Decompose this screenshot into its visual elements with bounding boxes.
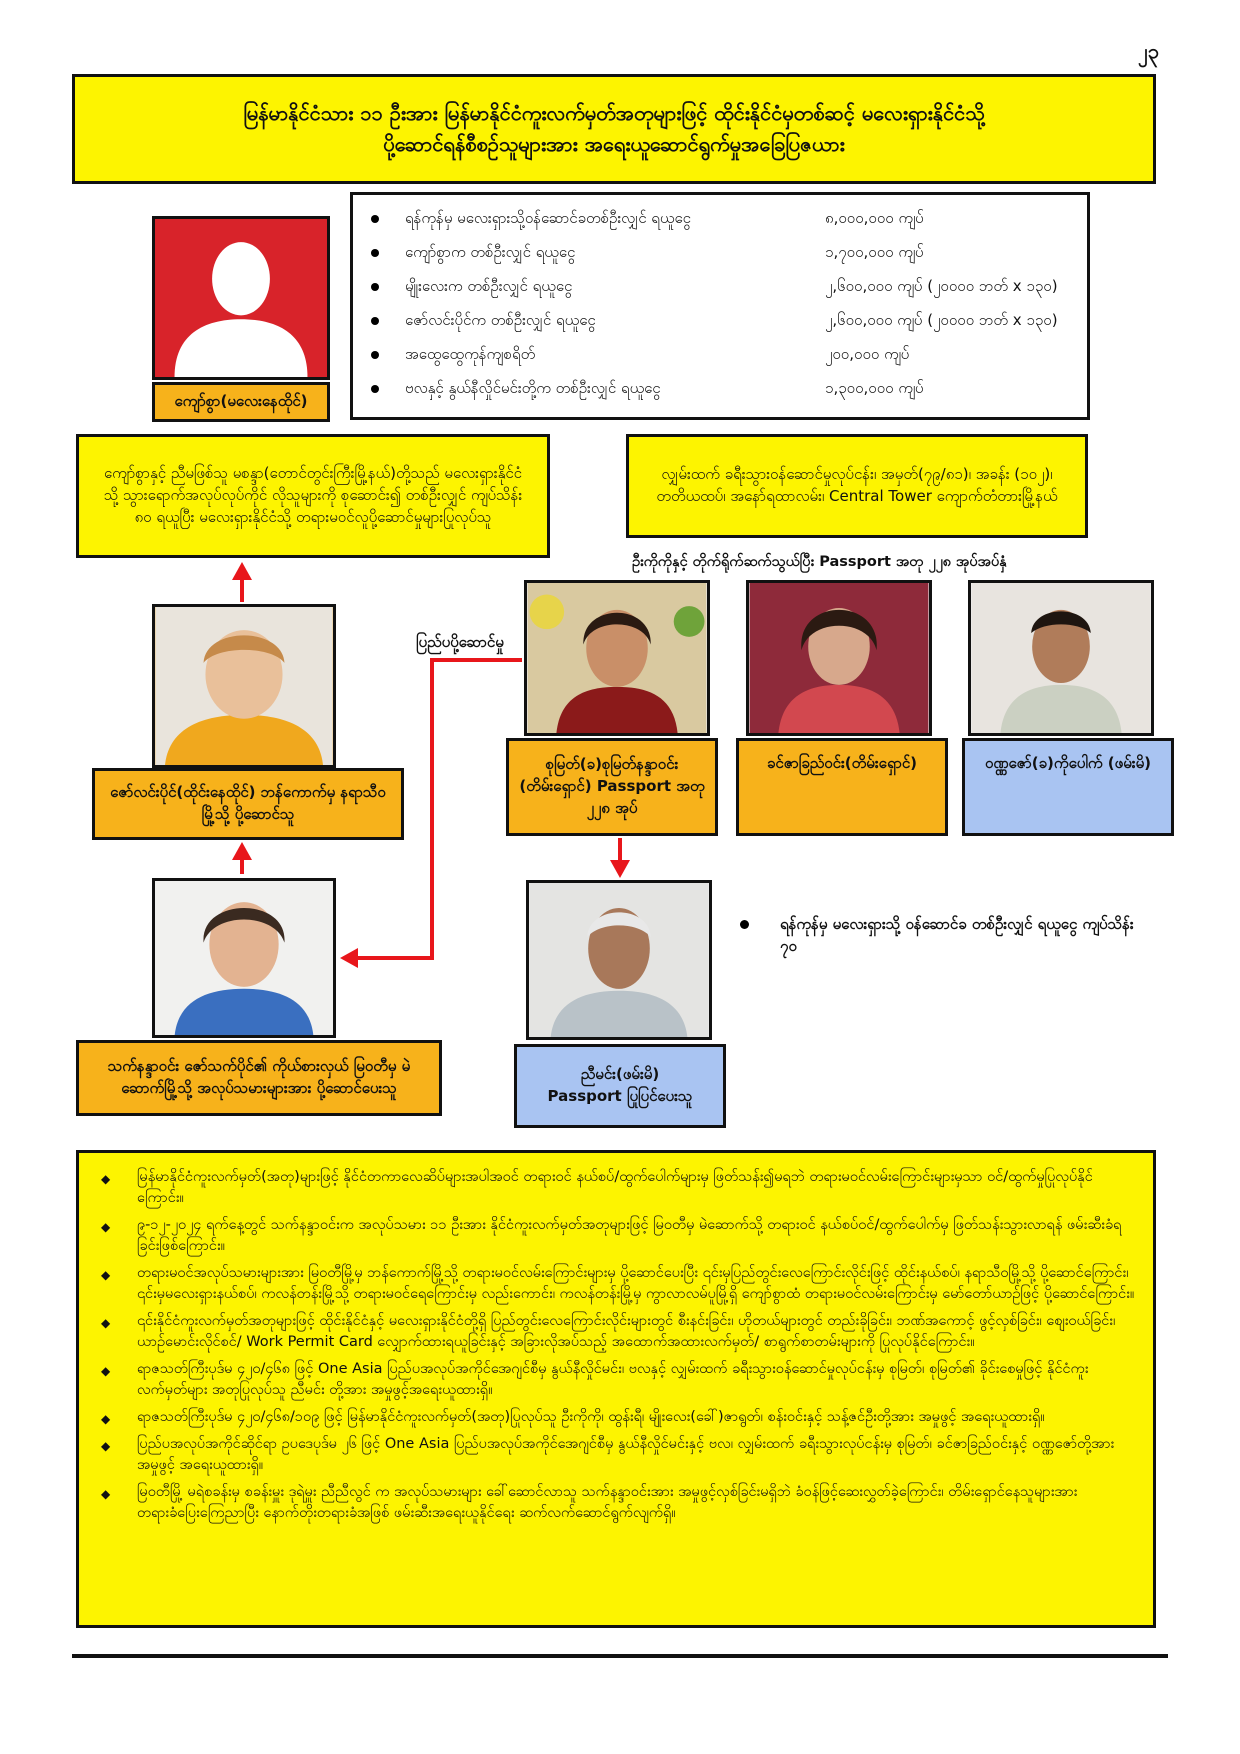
title-box <box>72 74 1156 184</box>
bullet-icon <box>740 920 749 929</box>
person-photo-icon <box>529 883 709 1037</box>
label-wanna: ဝဏ္ဏဇော်(ခ)ကိုပေါက် (ဖမ်းမိ) <box>962 738 1174 836</box>
note-item: ◆ တရားမဝင်အလုပ်သမားများအား မြဝတီမြို့မှ ဘန်ကောက်မြို့သို့ တရားမဝင်လမ်းကြောင်းများမှ ပို့ဆောင်ပေးပြီး ၎င်းမှပြည်တွင်းလေကြောင်းလိုင်းဖြင့် ထိုင်းနယ်စပ်၊ နရာသီဝမြို့သို့ ပို့ဆောင်ကြောင်း၊ ၎င်းမှမလေးရှားနယ်စပ်၊ ကလန်တန်းမြို့သို့ တရားမဝင်ရေကြောင်းမှ လည်းကောင်း၊ ကလန်တန်းမြို့မှ ကွာလာလမ်ပူမြို့ရှိ ကျော်စွာထံ တရားမဝင်လမ်းကြောင်းမှ မော်တော်ယာဉ်ဖြင့် ပို့ဆောင်ကြောင်း။ <box>101 1265 1135 1303</box>
label-thet-nanda: သက်နန္ဒာဝင်း ဇော်သက်ပိုင်၏ ကိုယ်စားလှယ် မြဝတီမှ မဲဆောက်မြို့သို့ အလုပ်သမားများအား ပို့ဆောင်ပေးသူ <box>76 1040 442 1116</box>
label-nyi-min <box>514 1044 726 1128</box>
note-item: ◆ ပြည်ပအလုပ်အကိုင်ဆိုင်ရာ ဥပဒေပုဒ်မ ၂၆ ဖြင့် One Asia ပြည်ပအလုပ်အကိုင်အေဂျင်စီမှ နွယ်နီလှိုင်မင်းနှင့် ဗလ၊ လျှမ်းထက် ခရီးသွားလုပ်ငန်းမှ စုမြတ်၊ ခင်ဇာခြည်ဝင်းနှင့် ဝဏ္ဏဇော်တို့အား အမှုဖွင့် အရေးယူထားရှိ။ <box>101 1436 1115 1474</box>
nyi-min-role: Passport ပြုပြင်ပေးသူ <box>547 1087 693 1105</box>
bottom-rule <box>72 1654 1168 1658</box>
page-number: ၂၃ <box>1138 39 1160 63</box>
label-su-myat: စုမြတ်(ခ)စုမြတ်နန္ဒာဝင်း (တိမ်းရှောင်) Passport အတု ၂၂၈ အုပ် <box>506 738 718 836</box>
bullet-icon <box>371 317 379 325</box>
person-photo-icon <box>155 881 333 1035</box>
money-item: ကျော်စွာက တစ်ဦးလျှင် ရယူငွေ ၁,၇၀၀,၀၀၀ ကျပ် <box>363 243 1077 277</box>
side-note-text: ရန်ကုန်မှ မလေးရှားသို့ ဝန်ဆောင်ခ တစ်ဦးလျှင် ရယူငွေ ကျပ်သိန်း ၇၀ <box>780 915 1134 955</box>
money-item: အထွေထွေကုန်ကျစရိတ် ၂၀၀,၀၀၀ ကျပ် <box>363 345 1077 379</box>
label-kyaw-swa: ကျော်စွာ(မလေးနေထိုင်) <box>152 382 330 422</box>
photo-khin-zar <box>746 580 932 736</box>
notes-list <box>95 1167 1135 1524</box>
note-item: ◆ မြဝတီမြို့ မရဲစခန်းမှ စခန်းမှူး ဒုရဲမှူး ညီညီလွင် က အလုပ်သမားများ ခေါ်ဆောင်လာသူ သက်နန္ဒာဝင်းအား အမှုဖွင့်လှစ်ခြင်းမရှိဘဲ ခံဝန်ဖြင့်ဆေးလွှတ်ခဲ့ကြောင်း၊ တိမ်းရှောင်နေသူများအား တရားခံပြေးကြေညာပြီး နောက်တိုးတရားခံအဖြစ် ဖမ်းဆီးအရေးယူနိုင်ရေး ဆက်လက်ဆောင်ရွက်လျက်ရှိ။ <box>101 1484 1078 1522</box>
bullet-icon <box>371 249 379 257</box>
label-zaw-lin-paing: ဇော်လင်းပိုင်(ထိုင်းနေထိုင်) ဘန်ကောက်မှ နရာသီဝမြို့သို့ ပို့ဆောင်သူ <box>92 768 404 840</box>
note-item: ◆ ရာဇသတ်ကြီးပုဒ်မ ၄၂၀/၄၆၈/၁၀၉ ဖြင့် မြန်မာနိုင်ငံကူးလက်မှတ်(အတု)ပြုလုပ်သူ ဦးကိုကို၊ ထွန်းရီ၊ မျိုးလေး(ခေါ်)ဇာရွတ်၊ စန်းဝင်းနှင့် သန့်ဇင်ဦးတို့အား အမှုဖွင့် အရေးယူထားရှိ။ <box>95 1407 1135 1428</box>
diamond-bullet-icon: ◆ <box>101 1364 111 1379</box>
notes-box <box>76 1150 1156 1628</box>
money-item: မျိုးလေးက တစ်ဦးလျှင် ရယူငွေ ၂,၆၀၀,၀၀၀ ကျပ် (၂၀၀၀၀ ဘတ် x ၁၃၀) <box>363 277 1077 311</box>
passport-caption: ဦးကိုကိုနှင့် တိုက်ရိုက်ဆက်သွယ်ပြီး Passport အတု ၂၂၈ အုပ်အပ်နှံ <box>632 554 1007 570</box>
title-line-2: ပို့ဆောင်ရန်စီစဉ်သူများအား အရေးယူဆောင်ရွက်မှုအခြေပြဇယား <box>383 132 845 156</box>
note-item: ◆ ၉-၁၂-၂၀၂၄ ရက်နေ့တွင် သက်နန္ဒာဝင်းက အလုပ်သမား ၁၁ ဦးအား နိုင်ငံကူးလက်မှတ်အတုများဖြင့် မြဝတီမှ မဲဆောက်သို့ တရားဝင် နယ်စပ်ဝင်/ထွက်ပေါက်မှ ဖြတ်သန်းသွားလာရန် ဖမ်းဆီးခံရခြင်းဖြစ်ကြောင်း။ <box>101 1217 1122 1255</box>
arrow-up-to-kyaw-swa <box>232 562 252 602</box>
money-item: ဇော်လင်းပိုင်က တစ်ဦးလျှင် ရယူငွေ ၂,၆၀၀,၀၀၀ ကျပ် (၂၀၀၀၀ ဘတ် x ၁၃၀) <box>363 311 1077 345</box>
nyi-min-name: ညီမင်း(ဖမ်းမိ) <box>580 1065 660 1084</box>
diamond-bullet-icon: ◆ <box>101 1412 111 1427</box>
note-item: ◆ ၎င်းနိုင်ငံကူးလက်မှတ်အတုများဖြင့် ထိုင်းနိုင်ငံနှင့် မလေးရှားနိုင်ငံတို့ရှိ ပြည်တွင်းလေကြောင်းလိုင်းများတွင် စီးနင်းခြင်း၊ ဟိုတယ်များတွင် တည်းခိုခြင်း၊ ဘဏ်အကောင့် ဖွင့်လှစ်ခြင်း၊ စျေးဝယ်ခြင်း၊ ယာဉ်မောင်းလိုင်စင်/ Work Permit Card လျှောက်ထားရယူခြင်းနှင့် အခြားလိုအပ်သည့် အထောက်အထားလက်မှတ်/ စာရွက်စာတမ်းများကို ပြုလုပ်နိုင်ကြောင်း။ <box>101 1313 1116 1351</box>
money-list <box>363 209 1077 413</box>
person-silhouette-icon <box>155 219 327 377</box>
label-khin-zar: ခင်ဇာခြည်ဝင်း(တိမ်းရှောင်) <box>736 738 948 836</box>
side-note <box>740 914 1140 958</box>
kyaw-swa-description: ကျော်စွာနှင့် ညီမဖြစ်သူ မစန္ဒာ(တောင်တွင်းကြီးမြို့နယ်)တို့သည် မလေးရှားနိုင်ငံသို့ သွားရောက်အလုပ်လုပ်ကိုင် လိုသူများကို စုဆောင်း၍ တစ်ဦးလျှင် ကျပ်သိန်း ၈၀ ရယူပြီး မလေးရှားနိုင်ငံသို့ တရားမဝင်လူပို့ဆောင်မှုများပြုလုပ်သူ <box>76 434 550 558</box>
diamond-bullet-icon: ◆ <box>101 1172 111 1186</box>
photo-zaw-lin-paing <box>152 604 336 768</box>
bullet-icon <box>371 215 379 223</box>
arrow-label: ပြည်ပပို့ဆောင်မှု <box>416 633 504 651</box>
photo-wanna <box>968 580 1154 736</box>
photo-thet-nanda <box>152 878 336 1038</box>
diamond-bullet-icon: ◆ <box>101 1220 111 1235</box>
person-photo-icon <box>155 607 333 765</box>
money-box <box>350 192 1090 420</box>
title-line-1: မြန်မာနိုင်ငံသား ၁၁ ဦးအား မြန်မာနိုင်ငံကူးလက်မှတ်အတုများဖြင့် ထိုင်းနိုင်ငံမှတစ်ဆင့် မလေးရှားနိုင်ငံသို့ <box>243 101 985 125</box>
person-photo-icon <box>749 583 929 733</box>
note-item: ◆ မြန်မာနိုင်ငံကူးလက်မှတ်(အတု)များဖြင့် နိုင်ငံတကာလေဆိပ်များအပါအဝင် တရားဝင် နယ်စပ်/ထွက်ပေါက်များမှ ဖြတ်သန်း၍မရဘဲ တရားမဝင်လမ်းကြောင်းများမှသာ ဝင်/ထွက်မှုပြုလုပ်နိုင်ကြောင်း။ <box>101 1169 1093 1207</box>
money-item: ဗလနှင့် နွယ်နီလှိုင်မင်းတို့က တစ်ဦးလျှင် ရယူငွေ ၁,၃၀၀,၀၀၀ ကျပ် <box>363 379 1077 413</box>
bullet-icon <box>371 351 379 359</box>
money-item: ရန်ကုန်မှ မလေးရှားသို့ဝန်ဆောင်ခတစ်ဦးလျှင် ရယူငွေ ၈,၀၀၀,၀၀၀ ကျပ် <box>363 209 1077 243</box>
diamond-bullet-icon: ◆ <box>101 1316 111 1331</box>
photo-nyi-min <box>526 880 712 1040</box>
person-photo-icon <box>971 583 1151 733</box>
diamond-bullet-icon: ◆ <box>101 1487 111 1502</box>
diamond-bullet-icon: ◆ <box>101 1268 111 1283</box>
note-item: ◆ ရာဇသတ်ကြီးပုဒ်မ ၄၂၀/၄၆၈ ဖြင့် One Asia ပြည်ပအလုပ်အကိုင်အေဂျင်စီမှ နွယ်နီလှိုင်မင်း၊ ဗလနှင့် လျှမ်းထက် ခရီးသွားဝန်ဆောင်မှုလုပ်ငန်းမှ စုမြတ်၊ စုမြတ်၏ ခိုင်းစေမှုဖြင့် နိုင်ငံကူးလက်မှတ်များ အတုပြုလုပ်သူ ညီမင်း တို့အား အမှုဖွင့်အရေးယူထားရှိ။ <box>101 1361 1089 1399</box>
person-photo-icon <box>527 583 707 733</box>
arrow-up-to-zaw-lin-paing <box>232 842 252 874</box>
bullet-icon <box>371 385 379 393</box>
bullet-icon <box>371 283 379 291</box>
photo-kyaw-swa <box>152 216 330 380</box>
arrow-down-to-nyi-min <box>610 838 630 878</box>
photo-su-myat <box>524 580 710 736</box>
diamond-bullet-icon: ◆ <box>101 1439 111 1454</box>
agency-description: လျှမ်းထက် ခရီးသွားဝန်ဆောင်မှုလုပ်ငန်း၊ အမှတ်(၇၉/၈၁)၊ အခန်း (၁၀၂)၊ တတိယထပ်၊ အနော်ရထာလမ်း၊ Central Tower ကျောက်တံတားမြို့နယ် <box>626 434 1088 538</box>
